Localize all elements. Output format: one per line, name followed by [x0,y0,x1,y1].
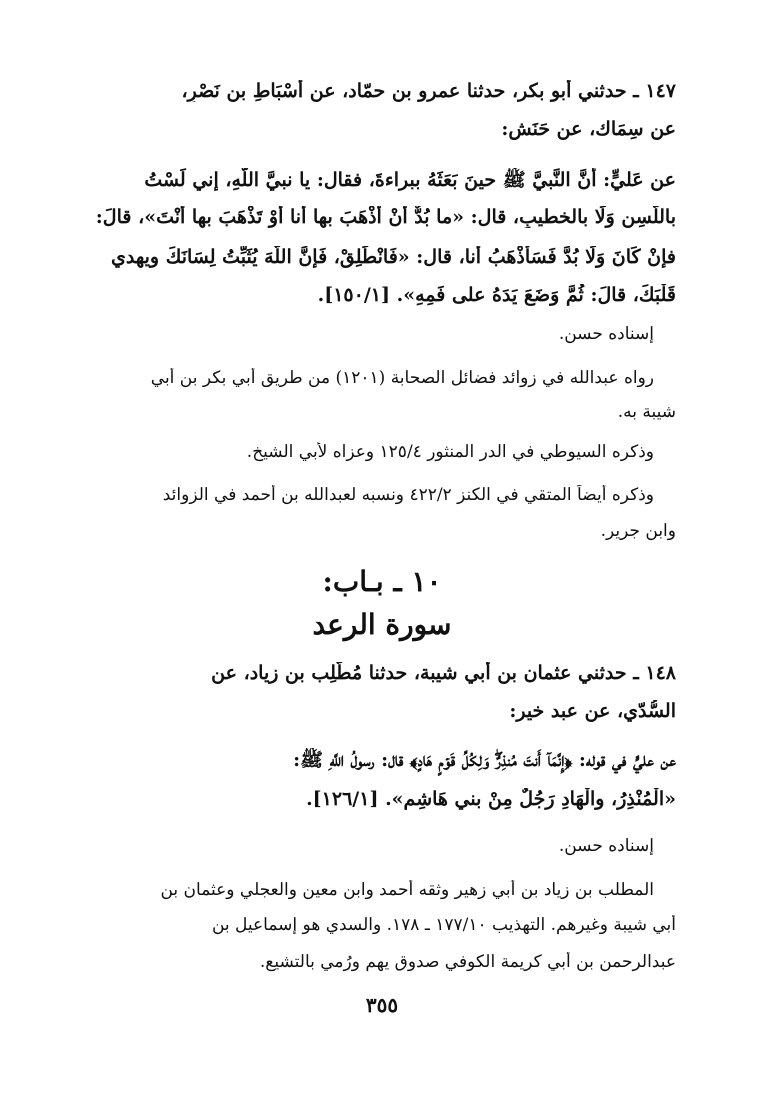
hadith-147-matn-line-2: باللَّسِنِ وَلَا بالخطيبِ، قال: «ما بُدٌّ أَنْ أَذْهَبَ بها أنا أَوْ تَذْهَبَ بها أَنْتَ»، قالَ: [95,206,676,228]
chapter-number-heading: ١٠ ـ بـاب: [322,565,442,598]
hadith-148-grade [84,836,654,856]
hadith-148-isnad-line-1: ١٤٨ ـ حدثني عثمان بن أبي شيبة، حدثنا مُطَّلِب بن زياد، عن [211,662,676,684]
hadith-148-reference: [١٢٦/١]. [306,788,379,810]
hadith-148-notes [84,880,654,900]
hadith-147-takhrij-3-line-1: وذكره أيضاً المتقي في الكنز ٤٢٢/٢ ونسبه لعبدالله بن أحمد في الزوائد [162,485,654,505]
hadith-147-takhrij-1-cont [84,402,676,422]
hadith-147-matn-text: قَلْبَكَ، قالَ: ثُمَّ وَضَعَ يَدَهُ على فَمِهِ». [396,284,676,306]
hadith-148-grade-text: إسناده حسن. [558,836,654,856]
hadith-147-isnad-line-2: عن سِمَاك، عن حَنَشٍ: [501,118,676,140]
hadith-147-matn [84,168,676,196]
hadith-147-isnad-cont [84,118,676,140]
page-number: ٣٥٥ [365,993,399,1017]
hadith-148-notes-line-1: المطلب بن زياد بن أبي زهير وثقه أحمد وابن معين والعجلي وعثمان بن [160,880,654,900]
hadith-147-takhrij-2-text: وذكره السيوطي في الدر المنثور ١٢٥/٤ وعزاه لأبي الشيخ. [246,442,654,462]
hadith-148-notes-row-3 [84,952,676,972]
hadith-148-notes-line-3: عبدالرحمن بن أبي كريمة الكوفي صدوق يهم ورُمي بالتشيع. [259,952,676,972]
hadith-148-isnad-cont [84,700,676,722]
hadith-147-isnad-line-1: ١٤٧ ـ حدثني أبو بكر، حدثنا عمرو بن حمّاد، عن أَسْبَاطِ بن نَصْرٍ، [181,80,676,102]
hadith-148-isnad [84,662,676,684]
hadith-148-matn-text: «الْمُنْذِرُ، والْهَادِ رَجُلٌ مِنْ بني هَاشِم». [385,788,676,810]
hadith-147-matn-line-4 [84,284,676,306]
chapter-title: سورة الرعد [312,608,452,641]
hadith-148-notes-line-2: أبي شيبة وغيرهم. التهذيب ١٧٧/١٠ ـ ١٧٨. والسدي هو إسماعيل بن [211,915,676,935]
hadith-148-matn [84,748,676,776]
hadith-147-takhrij-1-line-2: شيبة به. [617,402,676,422]
hadith-147-matn-line-3: فإنْ كَانَ وَلَا بُدَّ فَسَأَذْهَبُ أنا، قال: «فَانْطَلِقْ، فَإِنَّ اللَّهَ يُثَبِّتُ لِسَانَكَ ويهدي [111,246,676,268]
hadith-147-takhrij-3 [84,485,654,505]
hadith-147-matn-row-4 [84,284,676,306]
hadith-147-reference: [١٥٠/١]. [317,284,390,306]
hadith-147-grade [84,324,654,344]
hadith-147-takhrij-1-line-1: رواه عبدالله في زوائد فضائل الصحابة (١٢٠١) من طريق أبي بكر بن أبي [150,368,654,388]
hadith-147-matn-line-1: عن عَليٍّ: أَنَّ النَّبيَّ ﷺ حينَ بَعَثَهُ ببراءةَ، فقال: يا نبيَّ اللَّهِ، إني لَسْتُ [144,169,676,191]
hadith-147-takhrij-2 [84,442,654,462]
hadith-148-notes-row-2 [84,915,676,935]
hadith-148-matn-line-1: عن عليٍّ في قوله: ﴿إِنَّمَآ أَنتَ مُنذِرٌۖ وَلِكُلِّ قَوۡمٍ هَادٍ﴾ قال: رسولُ اللَّهِ ﷺ: [293,749,676,771]
hadith-148-isnad-line-2: السُّدّي، عن عبد خير: [509,700,676,722]
hadith-147-matn-row-2 [84,206,676,228]
hadith-147-takhrij-3-line-2: وابن جرير. [600,521,676,541]
hadith-147-takhrij-3-cont [84,521,676,541]
hadith-148-matn-line-2 [84,788,676,810]
hadith-147-grade-text: إسناده حسن. [558,324,654,344]
hadith-148-matn-row-2 [84,788,676,810]
hadith-147-matn-row-3 [84,246,676,268]
hadith-147-takhrij-1 [84,368,654,388]
hadith-147-isnad [84,80,676,102]
